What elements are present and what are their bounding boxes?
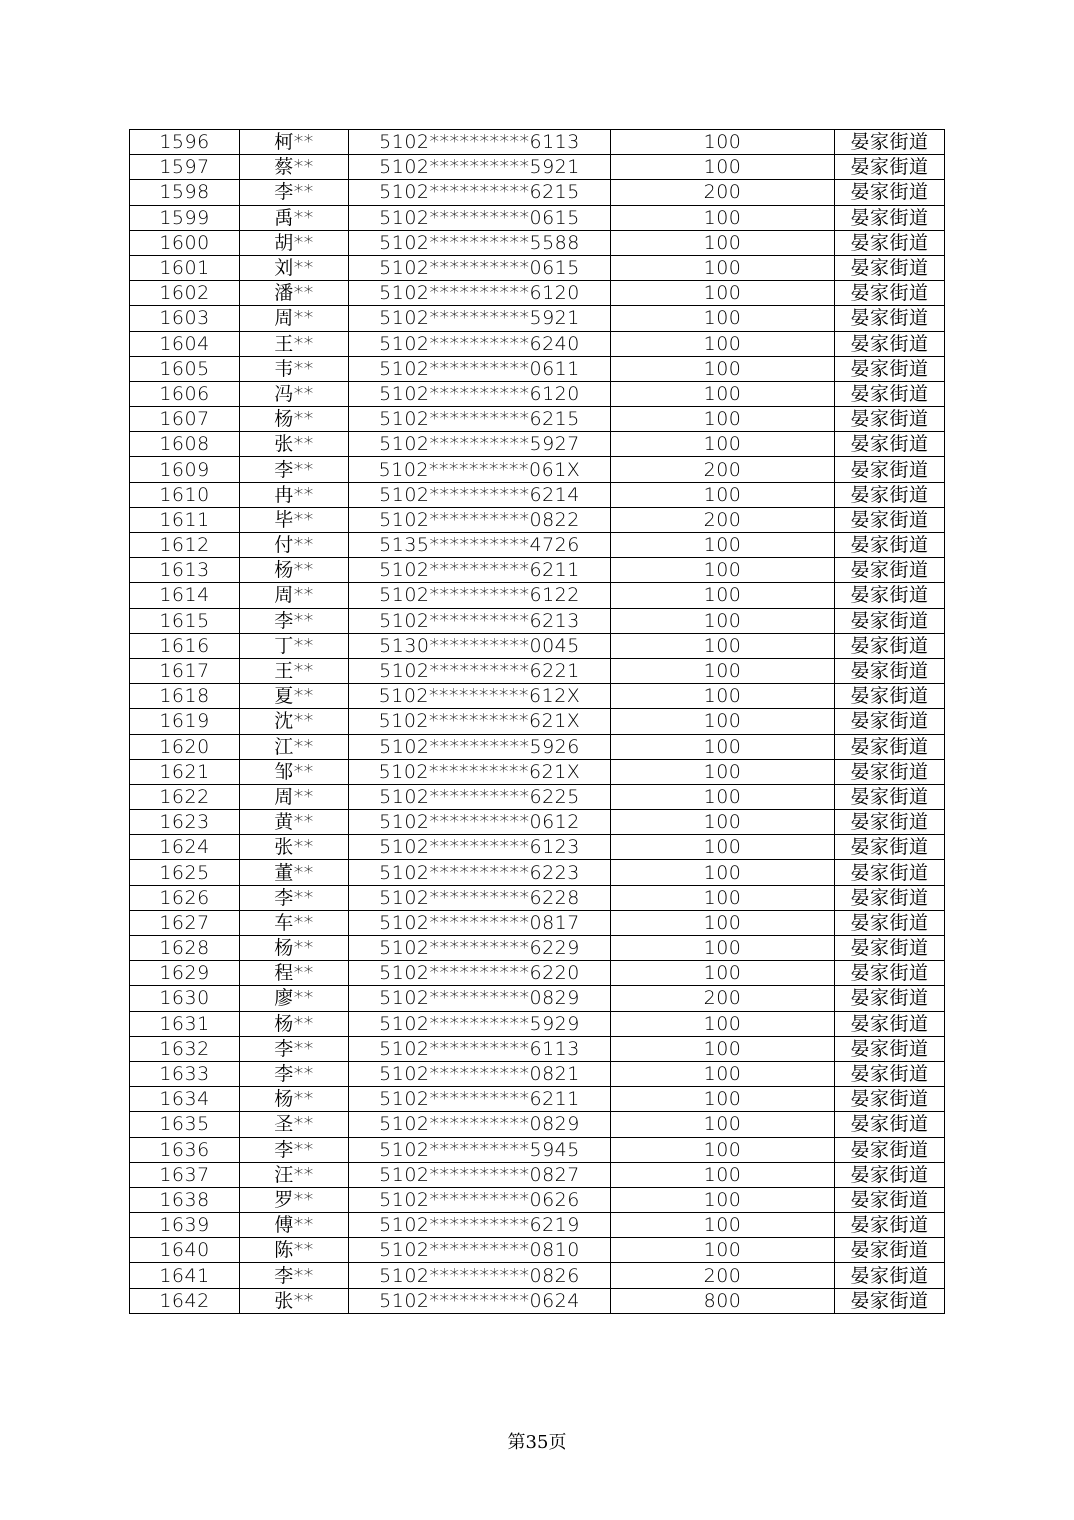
amount-cell: 100 [611,658,835,683]
id-number-cell: 5102**********6215 [349,180,611,205]
district-cell: 晏家街道 [835,1213,945,1238]
amount-cell: 100 [611,331,835,356]
table-row [130,230,945,255]
name-cell: 冉** [240,482,349,507]
name-cell: 董** [240,860,349,885]
row-index-cell: 1607 [130,407,240,432]
district-cell: 晏家街道 [835,533,945,558]
district-cell: 晏家街道 [835,684,945,709]
id-number-cell: 5102**********6221 [349,658,611,683]
id-number-cell: 5102**********6228 [349,885,611,910]
table-row [130,205,945,230]
name-cell: 杨** [240,1087,349,1112]
amount-cell: 100 [611,1137,835,1162]
name-cell: 李** [240,1263,349,1288]
amount-cell: 100 [611,130,835,155]
id-number-cell: 5102**********0611 [349,356,611,381]
district-cell: 晏家街道 [835,1011,945,1036]
id-number-cell: 5102**********6213 [349,608,611,633]
table-row [130,356,945,381]
row-index-cell: 1628 [130,936,240,961]
row-index-cell: 1608 [130,432,240,457]
district-cell: 晏家街道 [835,130,945,155]
row-index-cell: 1626 [130,885,240,910]
id-number-cell: 5102**********6240 [349,331,611,356]
table-row [130,482,945,507]
id-number-cell: 5102**********0615 [349,255,611,280]
amount-cell: 100 [611,155,835,180]
name-cell: 杨** [240,936,349,961]
table-row [130,1011,945,1036]
district-cell: 晏家街道 [835,482,945,507]
amount-cell: 100 [611,784,835,809]
amount-cell: 100 [611,835,835,860]
name-cell: 廖** [240,986,349,1011]
id-number-cell: 5102**********0624 [349,1288,611,1313]
district-cell: 晏家街道 [835,381,945,406]
name-cell: 车** [240,910,349,935]
table-row [130,533,945,558]
row-index-cell: 1629 [130,961,240,986]
row-index-cell: 1601 [130,255,240,280]
name-cell: 柯** [240,130,349,155]
row-index-cell: 1632 [130,1036,240,1061]
row-index-cell: 1613 [130,558,240,583]
id-number-cell: 5102**********0826 [349,1263,611,1288]
row-index-cell: 1597 [130,155,240,180]
amount-cell: 100 [611,709,835,734]
district-cell: 晏家街道 [835,860,945,885]
amount-cell: 100 [611,860,835,885]
name-cell: 付** [240,533,349,558]
table-row [130,1213,945,1238]
district-cell: 晏家街道 [835,1238,945,1263]
district-cell: 晏家街道 [835,734,945,759]
table-row [130,1263,945,1288]
amount-cell: 100 [611,306,835,331]
id-number-cell: 5102**********0810 [349,1238,611,1263]
district-cell: 晏家街道 [835,255,945,280]
table-row [130,885,945,910]
id-number-cell: 5102**********5929 [349,1011,611,1036]
table-row [130,759,945,784]
district-cell: 晏家街道 [835,356,945,381]
amount-cell: 100 [611,1112,835,1137]
id-number-cell: 5102**********0821 [349,1061,611,1086]
amount-cell: 100 [611,533,835,558]
name-cell: 刘** [240,255,349,280]
amount-cell: 100 [611,1213,835,1238]
amount-cell: 100 [611,230,835,255]
district-cell: 晏家街道 [835,432,945,457]
row-index-cell: 1621 [130,759,240,784]
district-cell: 晏家街道 [835,583,945,608]
id-number-cell: 5130**********0045 [349,633,611,658]
row-index-cell: 1633 [130,1061,240,1086]
row-index-cell: 1640 [130,1238,240,1263]
table-row [130,608,945,633]
amount-cell: 100 [611,633,835,658]
amount-cell: 100 [611,381,835,406]
amount-cell: 100 [611,1036,835,1061]
id-number-cell: 5102**********0626 [349,1187,611,1212]
name-cell: 禹** [240,205,349,230]
row-index-cell: 1596 [130,130,240,155]
id-number-cell: 5102**********6123 [349,835,611,860]
table-row [130,658,945,683]
id-number-cell: 5102**********621X [349,759,611,784]
district-cell: 晏家街道 [835,986,945,1011]
row-index-cell: 1618 [130,684,240,709]
id-number-cell: 5135**********4726 [349,533,611,558]
id-number-cell: 5102**********5588 [349,230,611,255]
row-index-cell: 1620 [130,734,240,759]
id-number-cell: 5102**********6223 [349,860,611,885]
amount-cell: 100 [611,684,835,709]
table-row [130,1288,945,1313]
table-row [130,1036,945,1061]
name-cell: 黄** [240,810,349,835]
table-row [130,1087,945,1112]
district-cell: 晏家街道 [835,759,945,784]
table-row [130,1187,945,1212]
district-cell: 晏家街道 [835,507,945,532]
table-row [130,810,945,835]
amount-cell: 100 [611,205,835,230]
row-index-cell: 1602 [130,281,240,306]
name-cell: 汪** [240,1162,349,1187]
id-number-cell: 5102**********5945 [349,1137,611,1162]
row-index-cell: 1604 [130,331,240,356]
amount-cell: 100 [611,432,835,457]
district-cell: 晏家街道 [835,1036,945,1061]
amount-cell: 100 [611,407,835,432]
district-cell: 晏家街道 [835,306,945,331]
district-cell: 晏家街道 [835,1162,945,1187]
id-number-cell: 5102**********0829 [349,986,611,1011]
row-index-cell: 1639 [130,1213,240,1238]
name-cell: 张** [240,432,349,457]
id-number-cell: 5102**********0827 [349,1162,611,1187]
amount-cell: 200 [611,986,835,1011]
amount-cell: 100 [611,1061,835,1086]
row-index-cell: 1630 [130,986,240,1011]
name-cell: 张** [240,1288,349,1313]
id-number-cell: 5102**********612X [349,684,611,709]
id-number-cell: 5102**********6211 [349,558,611,583]
amount-cell: 100 [611,255,835,280]
name-cell: 陈** [240,1238,349,1263]
row-index-cell: 1625 [130,860,240,885]
district-cell: 晏家街道 [835,331,945,356]
name-cell: 沈** [240,709,349,734]
district-cell: 晏家街道 [835,1187,945,1212]
district-cell: 晏家街道 [835,281,945,306]
amount-cell: 100 [611,936,835,961]
amount-cell: 100 [611,1162,835,1187]
district-cell: 晏家街道 [835,180,945,205]
id-number-cell: 5102**********6219 [349,1213,611,1238]
name-cell: 杨** [240,1011,349,1036]
name-cell: 李** [240,1061,349,1086]
district-cell: 晏家街道 [835,407,945,432]
name-cell: 潘** [240,281,349,306]
amount-cell: 100 [611,885,835,910]
amount-cell: 100 [611,608,835,633]
district-cell: 晏家街道 [835,633,945,658]
table-row [130,1162,945,1187]
district-cell: 晏家街道 [835,1263,945,1288]
district-cell: 晏家街道 [835,936,945,961]
row-index-cell: 1623 [130,810,240,835]
name-cell: 周** [240,583,349,608]
amount-cell: 100 [611,558,835,583]
row-index-cell: 1642 [130,1288,240,1313]
table-row [130,255,945,280]
table-row [130,684,945,709]
row-index-cell: 1605 [130,356,240,381]
name-cell: 夏** [240,684,349,709]
name-cell: 罗** [240,1187,349,1212]
table-row [130,558,945,583]
id-number-cell: 5102**********061X [349,457,611,482]
name-cell: 韦** [240,356,349,381]
district-cell: 晏家街道 [835,810,945,835]
name-cell: 李** [240,1036,349,1061]
amount-cell: 100 [611,1238,835,1263]
name-cell: 圣** [240,1112,349,1137]
amount-cell: 100 [611,281,835,306]
id-number-cell: 5102**********6122 [349,583,611,608]
table-row [130,507,945,532]
table-row [130,180,945,205]
id-number-cell: 5102**********6211 [349,1087,611,1112]
id-number-cell: 5102**********5926 [349,734,611,759]
table-row [130,910,945,935]
table-row [130,457,945,482]
district-cell: 晏家街道 [835,885,945,910]
district-cell: 晏家街道 [835,910,945,935]
table-row [130,155,945,180]
id-number-cell: 5102**********0817 [349,910,611,935]
name-cell: 张** [240,835,349,860]
id-number-cell: 5102**********6113 [349,130,611,155]
amount-cell: 100 [611,910,835,935]
name-cell: 王** [240,331,349,356]
amount-cell: 100 [611,961,835,986]
table-row [130,961,945,986]
row-index-cell: 1637 [130,1162,240,1187]
amount-cell: 200 [611,180,835,205]
amount-cell: 100 [611,583,835,608]
table-row [130,281,945,306]
name-cell: 程** [240,961,349,986]
district-cell: 晏家街道 [835,608,945,633]
amount-cell: 200 [611,457,835,482]
row-index-cell: 1606 [130,381,240,406]
id-number-cell: 5102**********0615 [349,205,611,230]
row-index-cell: 1641 [130,1263,240,1288]
table-row [130,407,945,432]
table-row [130,130,945,155]
name-cell: 杨** [240,407,349,432]
amount-cell: 200 [611,507,835,532]
table-row [130,734,945,759]
district-cell: 晏家街道 [835,658,945,683]
row-index-cell: 1616 [130,633,240,658]
table-row [130,1112,945,1137]
table-row [130,986,945,1011]
table-row [130,784,945,809]
id-number-cell: 5102**********0822 [349,507,611,532]
name-cell: 王** [240,658,349,683]
amount-cell: 100 [611,759,835,784]
id-number-cell: 5102**********621X [349,709,611,734]
row-index-cell: 1599 [130,205,240,230]
name-cell: 杨** [240,558,349,583]
name-cell: 傅** [240,1213,349,1238]
district-cell: 晏家街道 [835,230,945,255]
row-index-cell: 1619 [130,709,240,734]
id-number-cell: 5102**********6229 [349,936,611,961]
id-number-cell: 5102**********6225 [349,784,611,809]
table-row [130,860,945,885]
name-cell: 冯** [240,381,349,406]
name-cell: 周** [240,306,349,331]
id-number-cell: 5102**********6120 [349,281,611,306]
row-index-cell: 1634 [130,1087,240,1112]
row-index-cell: 1603 [130,306,240,331]
district-cell: 晏家街道 [835,1087,945,1112]
name-cell: 李** [240,1137,349,1162]
district-cell: 晏家街道 [835,558,945,583]
district-cell: 晏家街道 [835,1288,945,1313]
district-cell: 晏家街道 [835,1112,945,1137]
name-cell: 周** [240,784,349,809]
id-number-cell: 5102**********5921 [349,155,611,180]
table-row [130,1061,945,1086]
table-row [130,936,945,961]
id-number-cell: 5102**********0612 [349,810,611,835]
row-index-cell: 1612 [130,533,240,558]
row-index-cell: 1635 [130,1112,240,1137]
row-index-cell: 1617 [130,658,240,683]
district-cell: 晏家街道 [835,205,945,230]
amount-cell: 800 [611,1288,835,1313]
district-cell: 晏家街道 [835,155,945,180]
district-cell: 晏家街道 [835,457,945,482]
amount-cell: 100 [611,482,835,507]
id-number-cell: 5102**********5921 [349,306,611,331]
page-number: 第35页 [507,1432,567,1453]
amount-cell: 100 [611,810,835,835]
id-number-cell: 5102**********5927 [349,432,611,457]
name-cell: 江** [240,734,349,759]
table-row [130,381,945,406]
records-table [129,129,945,1314]
district-cell: 晏家街道 [835,1061,945,1086]
table-row [130,306,945,331]
row-index-cell: 1598 [130,180,240,205]
row-index-cell: 1609 [130,457,240,482]
name-cell: 李** [240,608,349,633]
name-cell: 李** [240,180,349,205]
name-cell: 丁** [240,633,349,658]
district-cell: 晏家街道 [835,784,945,809]
name-cell: 毕** [240,507,349,532]
amount-cell: 200 [611,1263,835,1288]
id-number-cell: 5102**********6113 [349,1036,611,1061]
row-index-cell: 1631 [130,1011,240,1036]
amount-cell: 100 [611,1011,835,1036]
row-index-cell: 1636 [130,1137,240,1162]
row-index-cell: 1624 [130,835,240,860]
row-index-cell: 1615 [130,608,240,633]
row-index-cell: 1638 [130,1187,240,1212]
table-row [130,583,945,608]
district-cell: 晏家街道 [835,709,945,734]
id-number-cell: 5102**********6215 [349,407,611,432]
row-index-cell: 1614 [130,583,240,608]
table-row [130,835,945,860]
district-cell: 晏家街道 [835,835,945,860]
row-index-cell: 1611 [130,507,240,532]
table-row [130,1137,945,1162]
name-cell: 邹** [240,759,349,784]
id-number-cell: 5102**********6220 [349,961,611,986]
name-cell: 李** [240,457,349,482]
id-number-cell: 5102**********0829 [349,1112,611,1137]
table-row [130,331,945,356]
name-cell: 李** [240,885,349,910]
row-index-cell: 1627 [130,910,240,935]
amount-cell: 100 [611,734,835,759]
name-cell: 胡** [240,230,349,255]
id-number-cell: 5102**********6120 [349,381,611,406]
table-row [130,633,945,658]
id-number-cell: 5102**********6214 [349,482,611,507]
name-cell: 蔡** [240,155,349,180]
district-cell: 晏家街道 [835,961,945,986]
records-table-body [130,130,945,1314]
row-index-cell: 1610 [130,482,240,507]
amount-cell: 100 [611,1087,835,1112]
table-row [130,1238,945,1263]
district-cell: 晏家街道 [835,1137,945,1162]
table-row [130,432,945,457]
row-index-cell: 1622 [130,784,240,809]
row-index-cell: 1600 [130,230,240,255]
amount-cell: 100 [611,1187,835,1212]
table-row [130,709,945,734]
amount-cell: 100 [611,356,835,381]
